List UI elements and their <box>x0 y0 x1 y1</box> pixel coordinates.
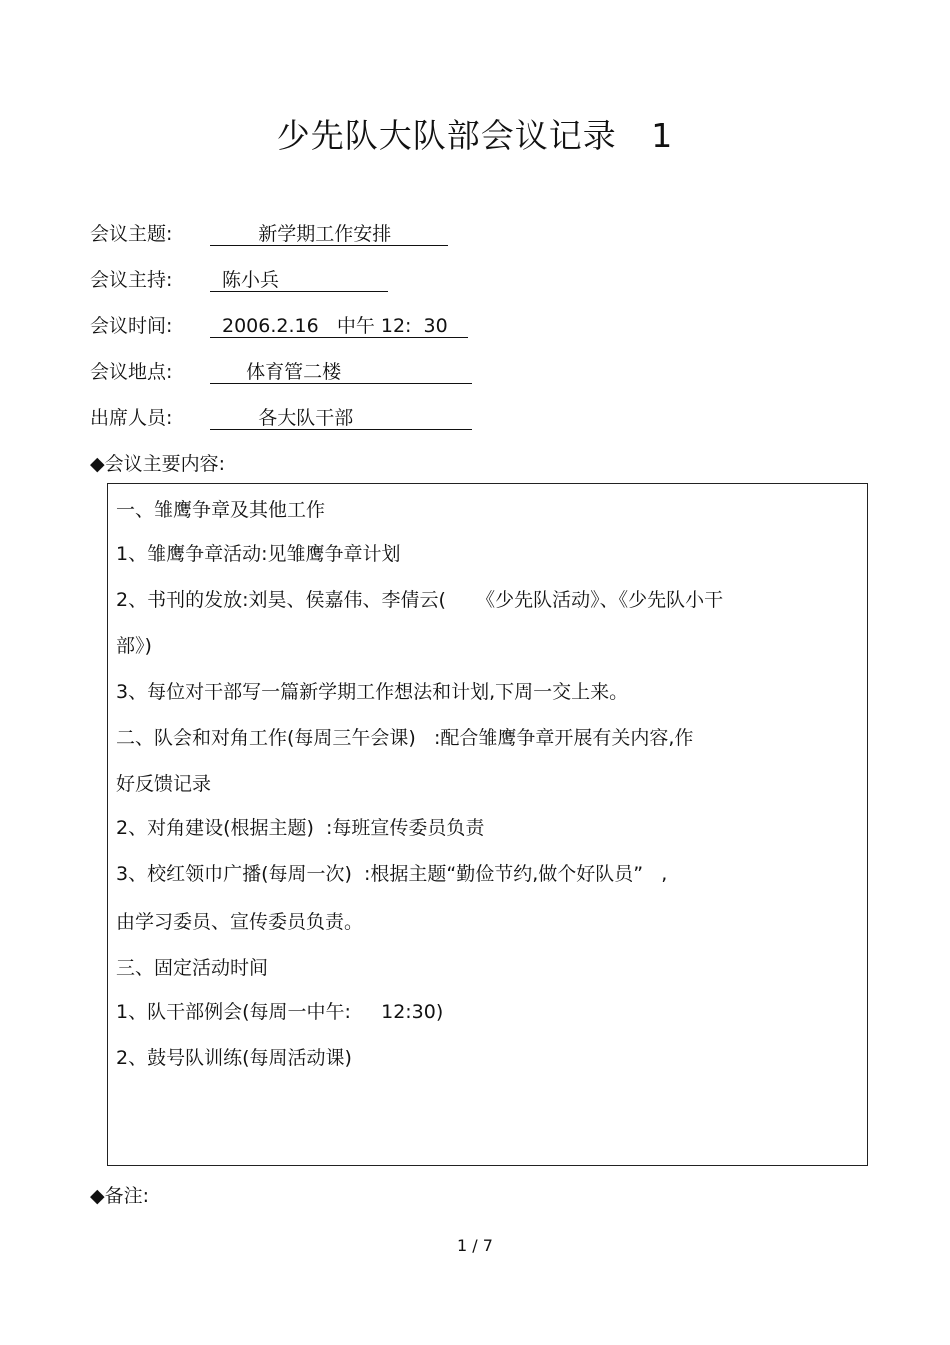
field-label-topic: 会议主题: <box>90 223 173 245</box>
content-line: 好反馈记录 <box>116 773 212 795</box>
content-line: 3、校红领巾广播(每周一次) :根据主题“勤俭节约,做个好队员” , <box>116 863 668 885</box>
content-line: 3、每位对干部写一篇新学期工作想法和计划,下周一交上来。 <box>116 681 629 703</box>
content-line: 1、雏鹰争章活动:见雏鹰争章计划 <box>116 543 401 565</box>
main-content-heading: ◆会议主要内容: <box>90 453 226 475</box>
field-label-attendees: 出席人员: <box>90 407 173 429</box>
page-number: 1 / 7 <box>457 1236 493 1255</box>
field-label-time: 会议时间: <box>90 315 173 337</box>
notes-heading: ◆备注: <box>90 1185 150 1207</box>
document-title: 少先队大队部会议记录 1 <box>276 116 674 155</box>
field-row-host <box>90 265 364 295</box>
content-line: 三、固定活动时间 <box>116 957 269 979</box>
field-row-attendees <box>90 403 450 433</box>
content-line: 2、对角建设(根据主题) :每班宣传委员负责 <box>116 817 485 839</box>
field-value-attendees: 各大队干部 <box>210 403 472 430</box>
content-line: 由学习委员、宣传委员负责。 <box>116 911 364 933</box>
field-value-host: 陈小兵 <box>210 265 388 292</box>
content-line: 二、队会和对角工作(每周三午会课) :配合雏鹰争章开展有关内容,作 <box>116 727 694 749</box>
content-line: 一、雏鹰争章及其他工作 <box>116 499 326 521</box>
main-content-box <box>107 483 868 1166</box>
field-row-topic <box>90 219 422 249</box>
content-line: 2、鼓号队训练(每周活动课) <box>116 1047 352 1069</box>
content-line: 1、队干部例会(每周一中午: 12:30) <box>116 1001 444 1023</box>
field-value-topic: 新学期工作安排 <box>210 219 448 246</box>
content-line: 部》) <box>116 635 152 657</box>
field-value-time: 2006.2.16 中午 12: 30 <box>210 311 468 338</box>
field-row-location <box>90 357 438 387</box>
field-value-location: 体育管二楼 <box>210 357 472 384</box>
field-row-time <box>90 311 448 341</box>
field-label-host: 会议主持: <box>90 269 173 291</box>
content-line: 2、书刊的发放:刘昊、侯嘉伟、李倩云( 《少先队活动》、《少先队小干 <box>116 589 724 611</box>
field-label-location: 会议地点: <box>90 361 173 383</box>
